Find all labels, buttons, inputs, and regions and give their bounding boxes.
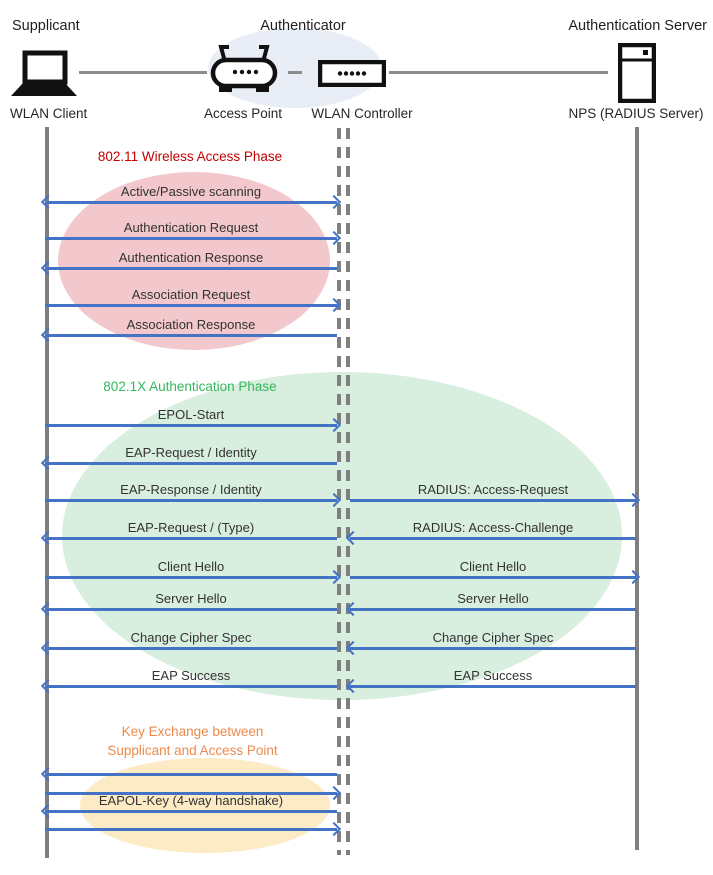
label-authentication-request: Authentication Request: [123, 220, 259, 235]
phase-title-wireless-access: 802.11 Wireless Access Phase: [97, 149, 283, 164]
role-authentication-server: Authentication Server: [568, 18, 707, 34]
label-eap-success-right: EAP Success: [453, 668, 533, 683]
arrow-change-cipher-spec-left: [45, 647, 337, 650]
label-eap-success-left: EAP Success: [151, 668, 231, 683]
arrow-eapol-key-3: [45, 810, 337, 813]
role-authenticator: Authenticator: [260, 18, 346, 34]
label-eap-response-identity: EAP-Response / Identity: [120, 482, 262, 497]
arrow-association-response: [45, 334, 337, 337]
label-server-hello-right: Server Hello: [457, 591, 529, 606]
label-change-cipher-spec-right: Change Cipher Spec: [432, 630, 554, 645]
connector-controller-server: [389, 71, 608, 74]
arrow-radius-access-challenge: [350, 537, 636, 540]
phase-title-key-exchange: [70, 722, 315, 760]
server-icon: [618, 43, 656, 108]
lifeline-wlan-controller-inner: [346, 128, 350, 855]
arrow-association-request: [45, 304, 337, 307]
arrow-eap-success-right: [350, 685, 636, 688]
device-wlan-controller: WLAN Controller: [311, 106, 413, 121]
access-point-icon: [208, 44, 280, 106]
lifeline-radius-server: [635, 127, 639, 850]
connector-ap-controller: [288, 71, 302, 74]
arrow-server-hello-left: [45, 608, 337, 611]
arrow-radius-access-request: [350, 499, 636, 502]
label-association-response: Association Response: [126, 317, 256, 332]
role-supplicant: Supplicant: [12, 18, 80, 34]
label-authentication-response: Authentication Response: [118, 250, 264, 265]
device-nps-radius-server: NPS (RADIUS Server): [568, 106, 704, 121]
label-server-hello-left: Server Hello: [155, 591, 227, 606]
phase-title-key-exchange-line1: Key Exchange between: [121, 724, 264, 739]
label-radius-access-request: RADIUS: Access-Request: [417, 482, 569, 497]
label-radius-access-challenge: RADIUS: Access-Challenge: [412, 520, 574, 535]
arrow-authentication-response: [45, 267, 337, 270]
arrow-eap-success-left: [45, 685, 337, 688]
device-wlan-client: WLAN Client: [10, 106, 88, 121]
device-access-point: Access Point: [203, 106, 283, 121]
label-active-passive-scanning: Active/Passive scanning: [120, 184, 262, 199]
phase-title-dot1x-auth: 802.1X Authentication Phase: [103, 379, 277, 394]
label-epol-start: EPOL-Start: [157, 407, 225, 422]
label-change-cipher-spec-left: Change Cipher Spec: [130, 630, 252, 645]
arrow-client-hello-left: [45, 576, 337, 579]
arrow-server-hello-right: [350, 608, 636, 611]
arrow-client-hello-right: [350, 576, 636, 579]
arrow-authentication-request: [45, 237, 337, 240]
label-client-hello-right: Client Hello: [459, 559, 527, 574]
arrow-eap-request-type: [45, 537, 337, 540]
arrow-change-cipher-spec-right: [350, 647, 636, 650]
arrow-eap-request-identity: [45, 462, 337, 465]
arrow-eapol-key-1: [45, 773, 337, 776]
label-eapol-key-handshake: EAPOL-Key (4-way handshake): [98, 793, 284, 808]
label-eap-request-type: EAP-Request / (Type): [127, 520, 255, 535]
arrow-active-passive-scanning: [45, 201, 337, 204]
arrow-epol-start: [45, 424, 337, 427]
connector-client-ap: [79, 71, 207, 74]
label-association-request: Association Request: [131, 287, 251, 302]
label-eap-request-identity: EAP-Request / Identity: [125, 445, 257, 460]
wlan-controller-icon: [318, 60, 386, 92]
laptop-icon: [10, 50, 78, 105]
arrow-eap-response-identity: [45, 499, 337, 502]
phase-title-key-exchange-line2: Supplicant and Access Point: [107, 743, 278, 758]
label-client-hello-left: Client Hello: [157, 559, 225, 574]
arrow-eapol-key-4: [45, 828, 337, 831]
